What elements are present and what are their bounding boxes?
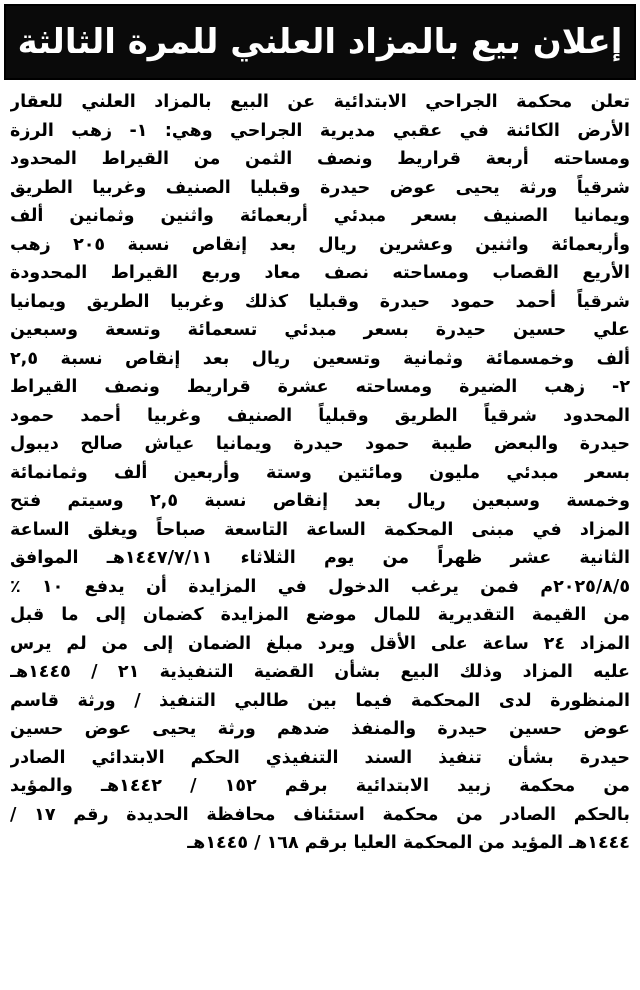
notice-line: وخمسة وسبعين ريال بعد إنقاص نسبة ٢,٥ وسيتم فتح <box>10 491 630 511</box>
notice-line: المزاد ٢٤ ساعة على الأقل ويرد مبلغ الضمان إلى من لم يرس <box>10 633 630 654</box>
notice-line: ويمانيا الصنيف بسعر مبدئي أربعمائة واثنين وثمانين ألف <box>10 206 630 226</box>
notice-line: الأريع القصاب ومساحته نصف معاد وربع القيراط المحدودة <box>10 263 630 283</box>
notice-line: المزاد في مبنى المحكمة الساعة التاسعة صباحاً ويغلق الساعة <box>10 519 630 540</box>
notice-line: ومساحته أربعة قراريط ونصف الثمن من القيراط المحدود <box>10 149 630 169</box>
notice-line: من القيمة التقديرية للمال موضع المزايدة كضمان إلى ما قبل <box>10 605 630 625</box>
notice-body <box>10 88 630 982</box>
notice-line: المحدود شرقياً الطريق وقبلياً الصنيف وغربيا أحمد حمود <box>10 405 630 426</box>
notice-line: ألف وخمسمائة وثمانية وتسعين ريال بعد إنقاص نسبة ٢,٥ <box>10 348 630 369</box>
notice-line: تعلن محكمة الجراحي الابتدائية عن البيع بالمزاد العلني للعقار <box>10 92 630 112</box>
notice-line: حيدرة والبعض طيبة حمود حيدرة ويمانيا عياش صالح ديبول <box>10 434 630 454</box>
notice-line: المنظورة لدى المحكمة فيما بين طالبي التنفيذ / ورثة قاسم <box>10 690 630 711</box>
notice-title: إعلان بيع بالمزاد العلني للمرة الثالثة <box>17 22 623 62</box>
notice-line: ١٤٤٤هـ المؤيد من المحكمة العليا برقم ١٦٨ / ١٤٤٥هـ <box>187 833 630 853</box>
notice-line: من محكمة زبيد الابتدائية برقم ١٥٢ / ١٤٤٢هـ والمؤيد <box>10 776 630 796</box>
notice-line: شرقياً ورثة يحيى عوض حيدرة وقبليا الصنيف وغربيا الطريق <box>10 177 630 198</box>
notice-line: عوض حسين حيدرة والمنفذ ضدهم ورثة يحيى عوض حسين <box>10 719 630 739</box>
notice-line: ٢٠٢٥/٨/٥م فمن يرغب الدخول في المزايدة أن يدفع ١٠ ٪ <box>10 576 630 597</box>
notice-line: الثانية عشر ظهراً من يوم الثلاثاء ١٤٤٧/٧/١١هـ الموافق <box>10 548 630 568</box>
notice-line: الأرض الكائنة في عقبي مديرية الجراحي وهي: ١- زهب الرزة <box>10 120 630 141</box>
notice-line: علي حسين حيدرة بسعر مبدئي تسعمائة وتسعة وسبعين <box>10 320 630 340</box>
notice-line: ٢- زهب الضيرة ومساحته عشرة قراريط ونصف القيراط <box>10 377 630 397</box>
notice-line: شرقياً أحمد حمود حيدرة وقبليا كذلك وغربيا الطريق ويمانيا <box>10 291 630 312</box>
notice-line: وأربعمائة واثنين وعشرين ريال بعد إنقاص نسبة ٢٠٥ زهب <box>10 234 630 255</box>
notice-title-bar <box>4 4 636 80</box>
notice-line: حيدرة بشأن تنفيذ السند التنفيذي الحكم الابتدائي الصادر <box>10 747 630 768</box>
notice-line: بسعر مبدئي مليون ومائتين وستة وأربعين ألف وثمانمائة <box>10 462 630 483</box>
notice-line: عليه المزاد وذلك البيع بشأن القضية التنفيذية ٢١ / ١٤٤٥هـ <box>10 662 630 682</box>
notice-line: بالحكم الصادر من محكمة استئناف محافظة الحديدة رقم ١٧ / <box>10 804 630 825</box>
